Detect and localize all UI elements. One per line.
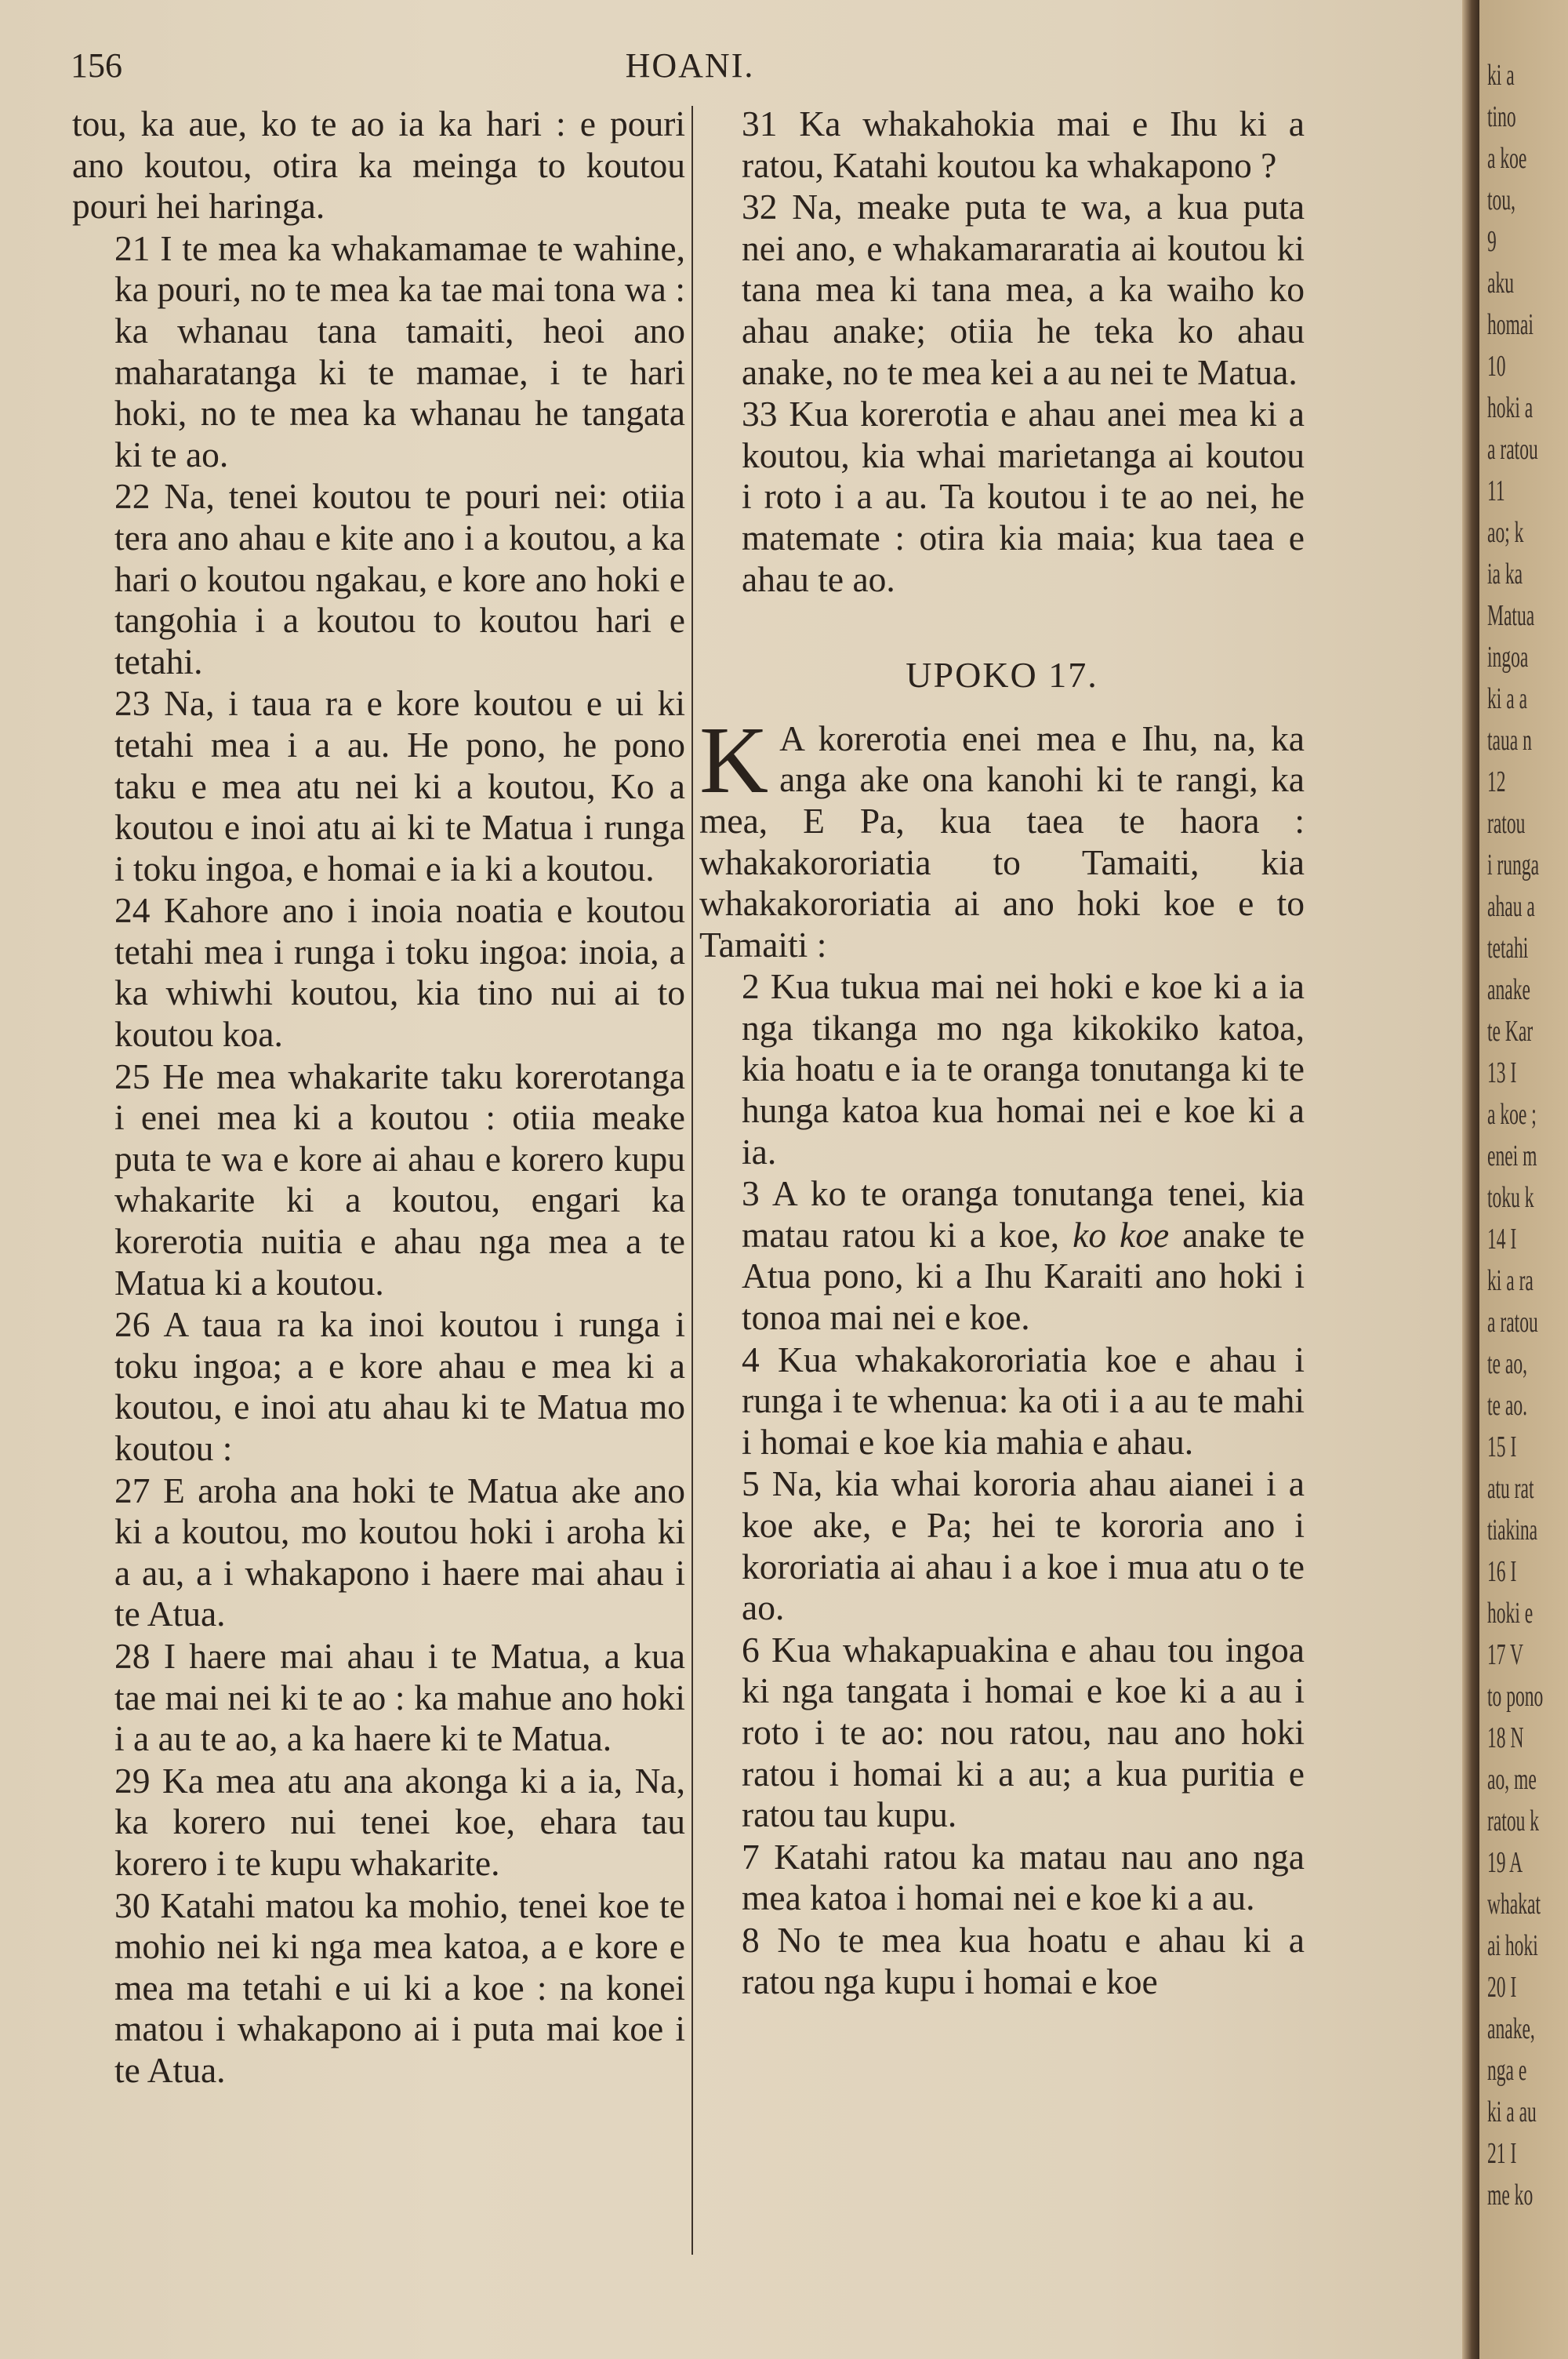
facing-page-line: tetahi xyxy=(1487,932,1529,965)
facing-page-line: nga e xyxy=(1487,2054,1527,2087)
verse xyxy=(72,1304,685,1469)
facing-page-line: 9 xyxy=(1487,225,1497,258)
verse xyxy=(72,890,685,1055)
verse-continuation: tou, ka aue, ko te ao ia ka hari : e pouri ano koutou, otira ka meinga to koutou pouri hei haringa. xyxy=(72,104,685,227)
facing-page-line: 15 I xyxy=(1487,1430,1517,1463)
facing-page-line: 18 N xyxy=(1487,1721,1524,1754)
verse-text: Kua tukua mai nei hoki e koe ki a ia nga tikanga mo nga kikokiko katoa, kia hoatu e ia te oranga tonutanga ki te hunga katoa kua homai nei e koe ki a ia. xyxy=(742,966,1305,1172)
facing-page-line: 11 xyxy=(1487,474,1505,507)
facing-page-line: a koe ; xyxy=(1487,1098,1537,1131)
verse-number: 24 xyxy=(114,890,151,931)
facing-page-line: Matua xyxy=(1487,599,1535,632)
verse-number: 29 xyxy=(114,1760,151,1801)
verse-text: A korerotia enei mea e Ihu, na, ka anga ake ona kanohi ki te rangi, ka mea, E Pa, kua taea te haora : whakakororiatia to Tamaiti, kia whakakororiatia ai ano hoki koe e to Tamaiti : xyxy=(699,718,1305,965)
facing-page-line: tino xyxy=(1487,100,1516,133)
verse-number: 21 xyxy=(114,227,151,268)
facing-page-line: 20 I xyxy=(1487,1971,1517,2004)
verse-number: 8 xyxy=(742,1919,760,1960)
book-gutter xyxy=(1462,0,1479,2359)
facing-page-line: 16 I xyxy=(1487,1555,1517,1588)
verse-text: I te mea ka whakamamae te wahine, ka pouri, no te mea ka tae mai tona wa : ka whanau tana tamaiti, heoi ano maharatanga ki te mamae, i te hari hoki, no te mea ka whanau he tangata ki te ao. xyxy=(114,227,686,474)
verse-number: 2 xyxy=(742,966,760,1007)
verse-text: anake te Atua pono, ki a Ihu Karaiti ano hoki i tonoa mai nei e koe. xyxy=(742,1214,1305,1338)
verse-number: 26 xyxy=(114,1304,151,1345)
chapter-heading: UPOKO 17. xyxy=(906,655,1098,696)
facing-page-line: atu rat xyxy=(1487,1472,1534,1505)
facing-page-line: homai xyxy=(1487,308,1534,341)
facing-page-line: aku xyxy=(1487,267,1515,300)
facing-page-line: 14 I xyxy=(1487,1223,1517,1256)
facing-page-line: 12 xyxy=(1487,765,1506,798)
verse xyxy=(72,1761,685,1885)
facing-page-line: me ko xyxy=(1487,2179,1534,2212)
drop-cap: K xyxy=(699,707,769,813)
verse-text: He mea whakarite taku korerotanga i enei mea ki a koutou : otiia meake puta te wa e kore ai ahau e korero kupu whakarite ki a koutou, engari ka korerotia nuitia e ahau nga mea a te Matua ki a koutou. xyxy=(114,1056,685,1303)
verse-text: E aroha ana hoki te Matua ake ano ki a koutou, mo koutou hoki i aroha ki a au, a i whakapono i haere mai ahau i te Atua. xyxy=(114,1470,685,1634)
verse xyxy=(699,1630,1305,1836)
facing-page-line: whakat xyxy=(1487,1888,1541,1921)
verse-text: Na, meake puta te wa, a kua puta nei ano, e whakamararatia ai koutou ki tana mea ki tana mea, a ka waiho ko ahau anake; otiia he teka ko ahau anake, no te mea kei a au nei te Matua. xyxy=(742,187,1305,392)
verse-number: 32 xyxy=(742,187,778,227)
facing-page-line: toku k xyxy=(1487,1181,1534,1214)
verse-number: 25 xyxy=(114,1056,151,1096)
running-title: HOANI. xyxy=(625,46,755,85)
verse-text: A ko te oranga tonutanga tenei, kia matau ratou ki a koe, xyxy=(742,1173,1305,1255)
verse-number: 27 xyxy=(114,1470,151,1510)
verse-text: Kahore ano i inoia noatia e koutou tetahi mea i runga i toku ingoa: inoia, a ka whiwhi koutou, kia tino nui ai to koutou koa. xyxy=(114,890,685,1055)
verse xyxy=(72,683,685,889)
verse xyxy=(699,394,1305,600)
verse-text: No te mea kua hoatu e ahau ki a ratou nga kupu i homai e koe xyxy=(742,1919,1305,2001)
verse-text: Na, kia whai kororia ahau aianei i a koe ake, e Pa; hei te kororia ano i kororiatia ai ahau i a koe i mua atu o te ao. xyxy=(742,1463,1305,1628)
facing-page-line: hoki e xyxy=(1487,1597,1534,1630)
facing-page-line: ingoa xyxy=(1487,641,1529,674)
verse-text: Na, i taua ra e kore koutou e ui ki tetahi mea i a au. He pono, he pono taku e mea atu nei ki a koutou, Ko a koutou e inoi atu ai ki te Matua i runga i toku ingoa, e homai e ia ki a koutou. xyxy=(114,683,685,889)
column-divider xyxy=(691,106,693,2255)
facing-page-line: ki a a xyxy=(1487,682,1528,715)
verse-text: Kua whakapuakina e ahau tou ingoa ki nga tangata i homai e koe ki a au i roto i te ao: nou ratou, nau ano hoki ratou i homai ki a au; a kua puritia e ratou tau kupu. xyxy=(742,1629,1305,1835)
verse-number: 31 xyxy=(742,104,778,144)
facing-page-line: ao, me xyxy=(1487,1763,1537,1796)
verse-text: Ka mea atu ana akonga ki a ia, Na, ka korero nui tenei koe, ehara tau korero i te kupu whakarite. xyxy=(114,1760,685,1883)
verse-number: 33 xyxy=(742,394,778,434)
facing-page-edge xyxy=(1479,0,1568,2359)
facing-page-line: ki a xyxy=(1487,59,1515,92)
facing-page-line: 17 V xyxy=(1487,1638,1524,1671)
facing-page-line: te ao, xyxy=(1487,1347,1528,1380)
verse xyxy=(699,1173,1305,1338)
verse-number: 4 xyxy=(742,1339,760,1379)
facing-page-line: ratou xyxy=(1487,807,1526,840)
left-column xyxy=(72,104,685,2092)
verse-number: 3 xyxy=(742,1173,760,1214)
facing-page-text xyxy=(1487,55,1555,2216)
verse xyxy=(699,1920,1305,2002)
facing-page-line: ratou k xyxy=(1487,1805,1540,1837)
page-header xyxy=(71,45,1309,93)
facing-page-line: hoki a xyxy=(1487,391,1534,424)
facing-page-line: enei m xyxy=(1487,1140,1537,1172)
verse-text: Kua korerotia e ahau anei mea ki a koutou, kia whai marietanga ai koutou i roto i a au. Ta koutou i te ao nei, he matemate : otira kia maia; kua taea e ahau te ao. xyxy=(742,394,1305,599)
verse xyxy=(72,1885,685,2092)
facing-page-line: ahau a xyxy=(1487,890,1535,923)
facing-page-line: a ratou xyxy=(1487,433,1538,466)
verse xyxy=(72,1636,685,1760)
verse xyxy=(699,1463,1305,1628)
facing-page-line: anake xyxy=(1487,973,1530,1006)
verse-number: 5 xyxy=(742,1463,760,1504)
verse xyxy=(72,1056,685,1304)
facing-page-line: ia ka xyxy=(1487,558,1523,591)
verse-text: A taua ra ka inoi koutou i runga i toku ingoa; a e kore ahau e mea ki a koutou, e inoi atu ahau ki te Matua mo koutou : xyxy=(114,1304,685,1468)
verse-number: 22 xyxy=(114,476,151,517)
page-number: 156 xyxy=(71,46,122,85)
facing-page-line: te ao. xyxy=(1487,1389,1528,1422)
verse xyxy=(699,187,1305,393)
facing-page-line: te Kar xyxy=(1487,1015,1534,1048)
chapter-opening xyxy=(699,707,1305,966)
facing-page-line: tou, xyxy=(1487,184,1515,216)
verse-text: I haere mai ahau i te Matua, a kua tae mai nei ki te ao : ka mahue ano hoki i a au te ao, a ka haere ki te Matua. xyxy=(114,1635,685,1759)
verse-text: Na, tenei koutou te pouri nei: otiia tera ano ahau e kite ano i a koutou, a ka hari o koutou ngakau, e kore ano hoki e tangohia i a koutou to koutou hari e tetahi. xyxy=(114,476,685,682)
verse-text: Ka whakahokia mai e Ihu ki a ratou, Katahi koutou ka whakapono ? xyxy=(742,104,1305,185)
facing-page-line: tiakina xyxy=(1487,1514,1538,1547)
verse xyxy=(72,1470,685,1635)
verse-number: 7 xyxy=(742,1836,760,1877)
verse-italic-text: ko koe xyxy=(1073,1214,1170,1255)
verse xyxy=(72,476,685,682)
facing-page-line: ki a au xyxy=(1487,2095,1537,2128)
facing-page-line: 19 A xyxy=(1487,1846,1523,1879)
verse xyxy=(699,966,1305,1172)
verse-text: Kua whakakororiatia koe e ahau i runga i te whenua: ka oti i a au te mahi i homai e koe kia mahia e ahau. xyxy=(742,1339,1305,1462)
facing-page-line: anake, xyxy=(1487,2012,1535,2045)
verse-text: Katahi ratou ka matau nau ano nga mea katoa i homai nei e koe ki a au. xyxy=(742,1836,1305,1918)
verse xyxy=(72,228,685,476)
facing-page-line: ao; k xyxy=(1487,516,1524,549)
verse xyxy=(699,104,1305,186)
facing-page-line: ai hoki xyxy=(1487,1929,1538,1962)
facing-page-line: a ratou xyxy=(1487,1306,1538,1339)
verse xyxy=(699,1837,1305,1919)
facing-page-line: a koe xyxy=(1487,142,1527,175)
facing-page-line: ki a ra xyxy=(1487,1264,1534,1297)
verse-number: 28 xyxy=(114,1635,151,1676)
verse-number: 6 xyxy=(742,1629,760,1670)
right-column xyxy=(699,104,1305,2003)
verse-text: Katahi matou ka mohio, tenei koe te mohio nei ki nga mea katoa, a e kore e mea ma tetahi e ui ki a koe : na konei matou i whakapono ai i puta mai koe i te Atua. xyxy=(114,1885,686,2090)
verse xyxy=(699,1339,1305,1463)
facing-page-line: taua n xyxy=(1487,724,1532,757)
verse-number: 23 xyxy=(114,683,151,724)
facing-page-line: 21 I xyxy=(1487,2137,1517,2170)
facing-page-line: i runga xyxy=(1487,849,1540,881)
facing-page-line: 10 xyxy=(1487,350,1506,383)
facing-page-line: 13 I xyxy=(1487,1056,1517,1089)
facing-page-line: to pono xyxy=(1487,1680,1544,1713)
verse-number: 30 xyxy=(114,1885,151,1925)
